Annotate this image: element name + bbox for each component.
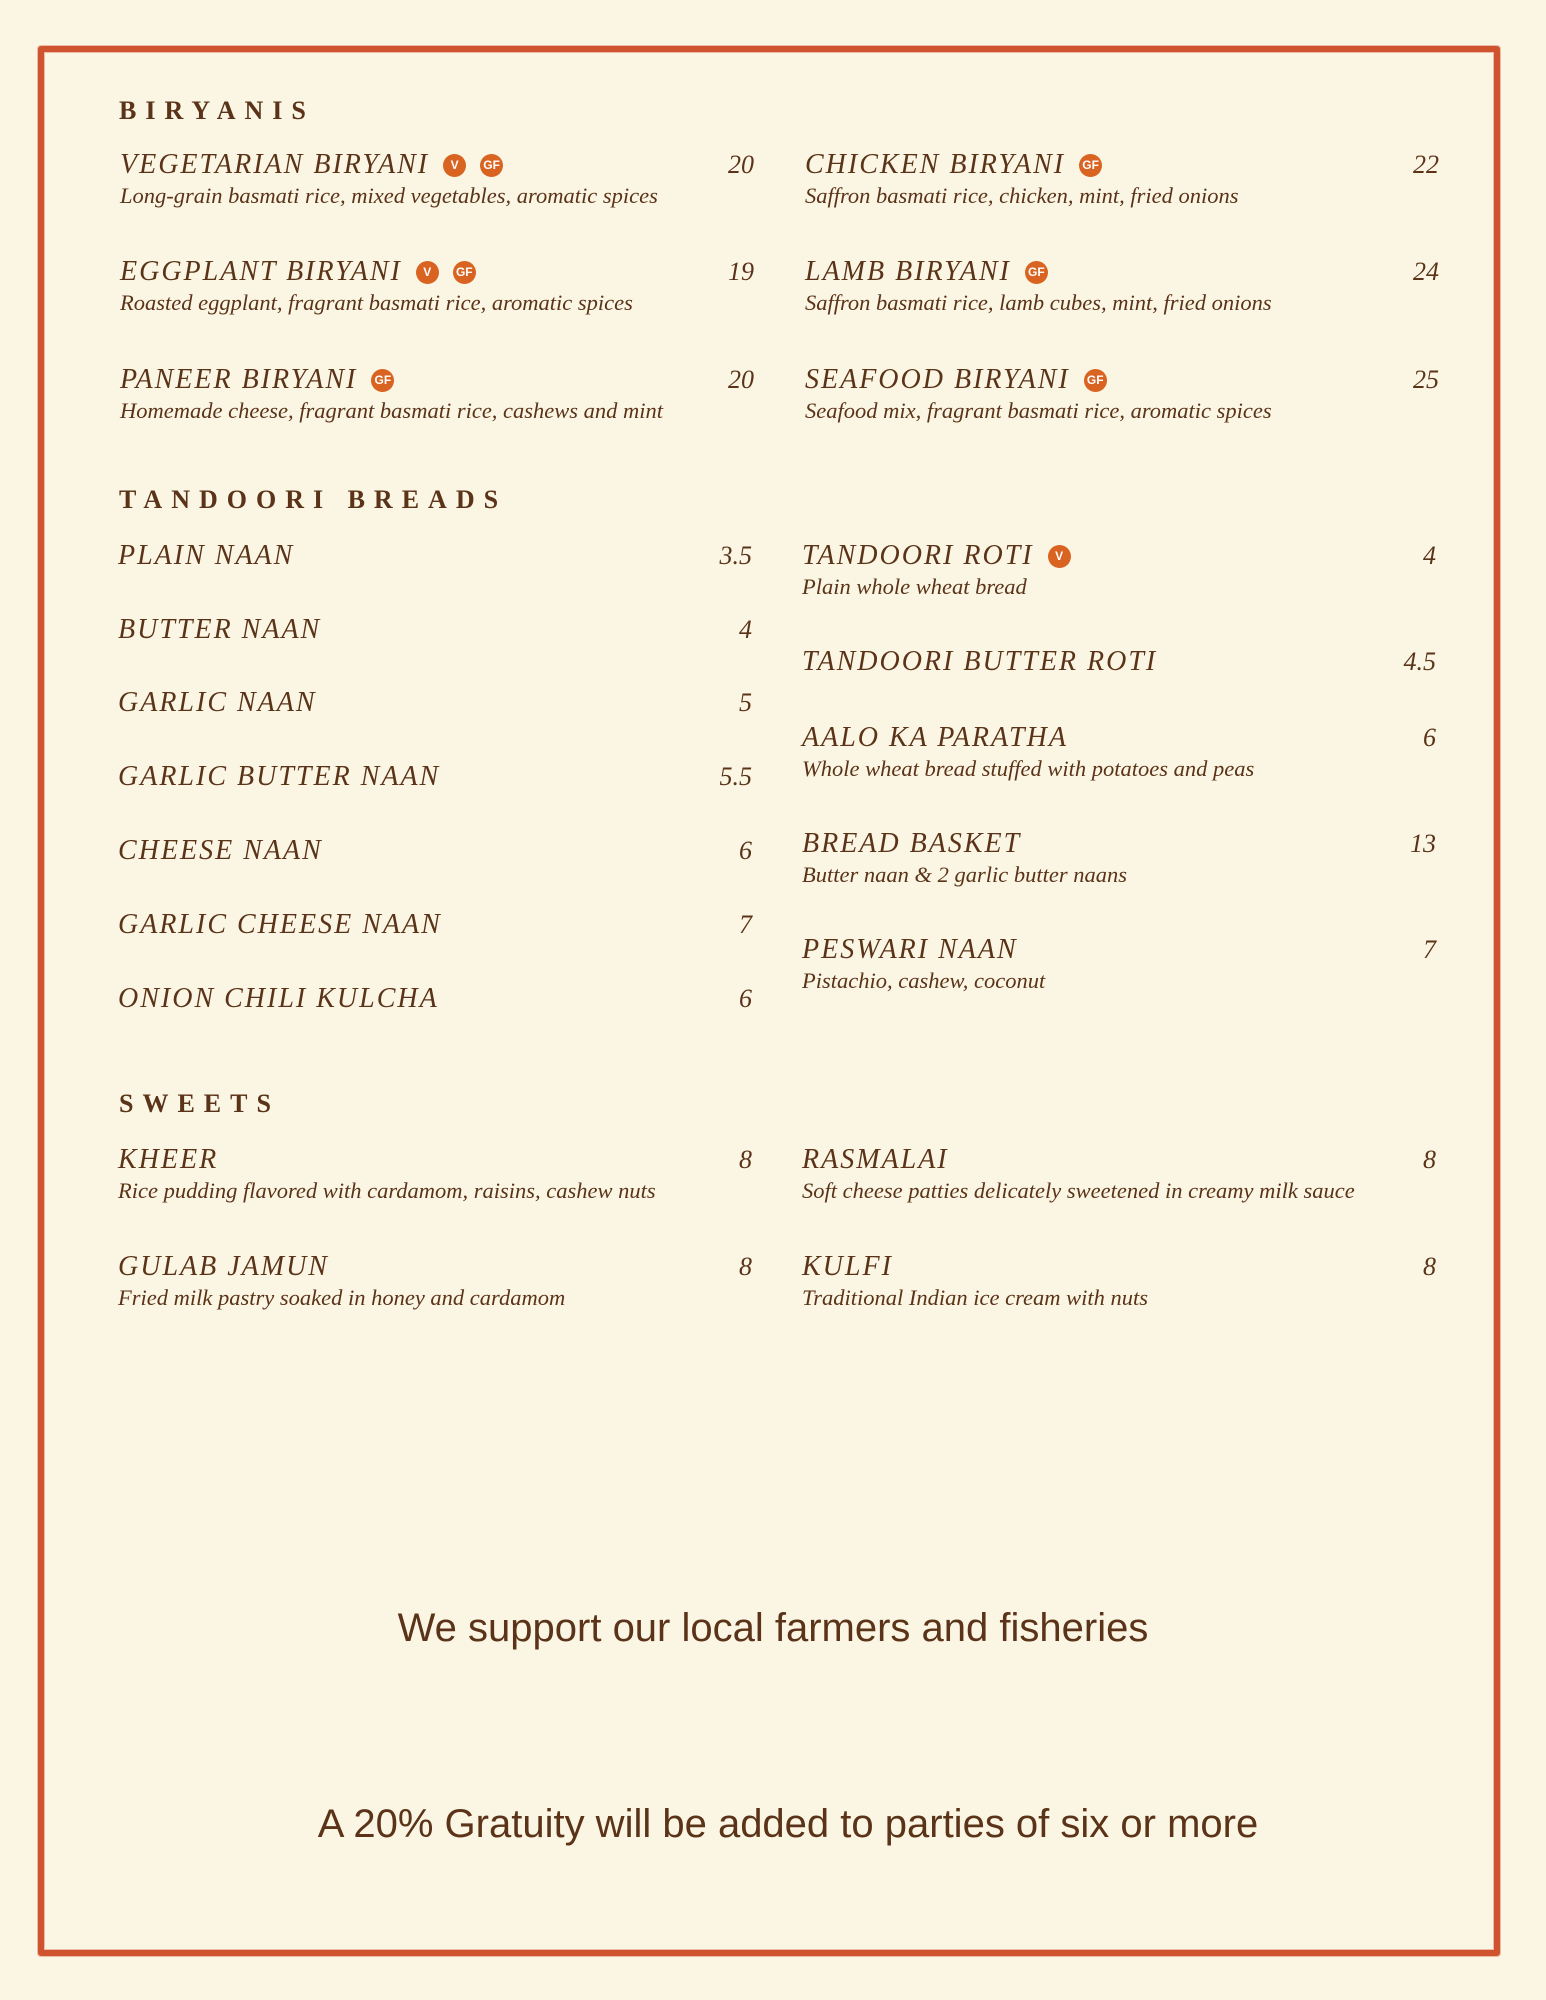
item-description: Soft cheese patties delicately sweetened in creamy milk sauce <box>802 1178 1355 1203</box>
item-row <box>118 1143 752 1177</box>
menu-item <box>802 539 1436 600</box>
menu-item <box>118 834 752 868</box>
item-name: TANDOORI ROTI <box>802 540 1034 571</box>
item-price: 7 <box>1423 935 1436 964</box>
item-name: PLAIN NAAN <box>118 540 295 571</box>
vegan-badge-icon: V <box>443 154 466 177</box>
section-title-sweets: SWEETS <box>119 1089 280 1118</box>
item-name: SEAFOOD BIRYANI <box>805 364 1070 395</box>
menu-item <box>805 255 1439 316</box>
item-price: 6 <box>1423 723 1436 752</box>
item-row <box>118 834 752 868</box>
item-name: PANEER BIRYANI <box>120 364 358 395</box>
gluten-free-badge-icon: GF <box>371 369 394 392</box>
item-row <box>120 363 754 397</box>
section-title-breads: TANDOORI BREADS <box>119 485 508 514</box>
item-price: 22 <box>1413 150 1439 179</box>
menu-item <box>118 1250 752 1311</box>
item-row <box>802 1250 1436 1284</box>
item-row <box>118 982 752 1016</box>
menu-item <box>805 363 1439 424</box>
menu-item <box>118 539 752 573</box>
menu-item <box>118 686 752 720</box>
item-name: CHEESE NAAN <box>118 835 323 866</box>
gluten-free-badge-icon: GF <box>453 261 476 284</box>
item-price: 3.5 <box>719 541 752 570</box>
item-description: Long-grain basmati rice, mixed vegetables, aromatic spices <box>120 183 658 208</box>
menu-item <box>802 827 1436 888</box>
item-price: 25 <box>1413 365 1439 394</box>
item-row <box>118 686 752 720</box>
item-price: 7 <box>739 910 752 939</box>
item-description: Plain whole wheat bread <box>802 574 1027 599</box>
gluten-free-badge-icon: GF <box>1084 369 1107 392</box>
item-row <box>118 539 752 573</box>
footer-gratuity-note: A 20% Gratuity will be added to parties of six or more <box>317 1802 1259 1846</box>
menu-item <box>118 908 752 942</box>
item-row <box>802 539 1436 573</box>
item-description: Seafood mix, fragrant basmati rice, aromatic spices <box>805 398 1272 423</box>
item-description: Whole wheat bread stuffed with potatoes and peas <box>802 756 1255 781</box>
item-row <box>805 148 1439 182</box>
item-row <box>118 908 752 942</box>
item-name: CHICKEN BIRYANI <box>805 149 1066 180</box>
item-row <box>805 255 1439 289</box>
item-price: 8 <box>1423 1252 1436 1281</box>
item-name: LAMB BIRYANI <box>805 256 1011 287</box>
item-description: Homemade cheese, fragrant basmati rice, cashews and mint <box>120 398 664 423</box>
item-name: ONION CHILI KULCHA <box>118 983 439 1014</box>
item-price: 5 <box>739 688 752 717</box>
gluten-free-badge-icon: GF <box>1025 261 1048 284</box>
menu-item <box>802 721 1436 782</box>
item-name: BREAD BASKET <box>802 828 1022 859</box>
item-description: Fried milk pastry soaked in honey and cardamom <box>118 1285 566 1310</box>
item-description: Traditional Indian ice cream with nuts <box>802 1285 1149 1310</box>
item-name: KHEER <box>118 1144 219 1175</box>
item-name: GARLIC NAAN <box>118 687 317 718</box>
gluten-free-badge-icon: GF <box>1079 154 1102 177</box>
item-description: Roasted eggplant, fragrant basmati rice, aromatic spices <box>120 290 633 315</box>
menu-item <box>802 645 1436 679</box>
item-row <box>120 148 754 182</box>
item-description: Saffron basmati rice, chicken, mint, fried onions <box>805 183 1239 208</box>
gluten-free-badge-icon: GF <box>480 154 503 177</box>
item-row <box>802 1143 1436 1177</box>
item-name: GULAB JAMUN <box>118 1251 329 1282</box>
item-price: 8 <box>1423 1145 1436 1174</box>
item-price: 4 <box>1423 541 1436 570</box>
item-price: 6 <box>739 836 752 865</box>
item-price: 5.5 <box>719 762 752 791</box>
item-price: 6 <box>739 984 752 1013</box>
menu-item <box>802 1250 1436 1311</box>
vegan-badge-icon: V <box>1048 545 1071 568</box>
menu-item <box>118 613 752 647</box>
item-description: Butter naan & 2 garlic butter naans <box>802 862 1127 887</box>
item-name: GARLIC BUTTER NAAN <box>118 761 441 792</box>
menu-item <box>118 760 752 794</box>
menu-item <box>120 363 754 424</box>
item-price: 4 <box>739 615 752 644</box>
item-price: 20 <box>728 365 754 394</box>
item-price: 20 <box>728 150 754 179</box>
item-name: VEGETARIAN BIRYANI <box>120 149 430 180</box>
item-row <box>802 827 1436 861</box>
section-title-biryanis: BIRYANIS <box>119 96 315 125</box>
menu-item <box>805 148 1439 209</box>
item-name: TANDOORI BUTTER ROTI <box>802 646 1158 677</box>
item-price: 8 <box>739 1252 752 1281</box>
item-row <box>118 613 752 647</box>
item-row <box>805 363 1439 397</box>
item-price: 8 <box>739 1145 752 1174</box>
vegan-badge-icon: V <box>416 261 439 284</box>
item-description: Pistachio, cashew, coconut <box>802 968 1046 993</box>
menu-item <box>120 255 754 316</box>
item-row <box>118 1250 752 1284</box>
item-row <box>802 721 1436 755</box>
menu-item <box>802 1143 1436 1204</box>
item-price: 13 <box>1410 829 1436 858</box>
item-description: Saffron basmati rice, lamb cubes, mint, fried onions <box>805 290 1272 315</box>
item-name: PESWARI NAAN <box>802 934 1018 965</box>
item-row <box>118 760 752 794</box>
item-name: BUTTER NAAN <box>118 614 322 645</box>
item-name: AALO KA PARATHA <box>802 722 1068 753</box>
footer-local-farmers: We support our local farmers and fisheries <box>397 1606 1149 1650</box>
item-price: 19 <box>728 257 754 286</box>
menu-item <box>118 1143 752 1204</box>
menu-item <box>802 933 1436 994</box>
menu-item <box>118 982 752 1016</box>
item-name: EGGPLANT BIRYANI <box>120 256 402 287</box>
item-row <box>802 933 1436 967</box>
item-name: KULFI <box>802 1251 893 1282</box>
item-price: 4.5 <box>1403 647 1436 676</box>
item-name: RASMALAI <box>802 1144 949 1175</box>
item-row <box>802 645 1436 679</box>
item-row <box>120 255 754 289</box>
item-name: GARLIC CHEESE NAAN <box>118 909 442 940</box>
item-price: 24 <box>1413 257 1439 286</box>
item-description: Rice pudding flavored with cardamom, raisins, cashew nuts <box>118 1178 656 1203</box>
menu-item <box>120 148 754 209</box>
